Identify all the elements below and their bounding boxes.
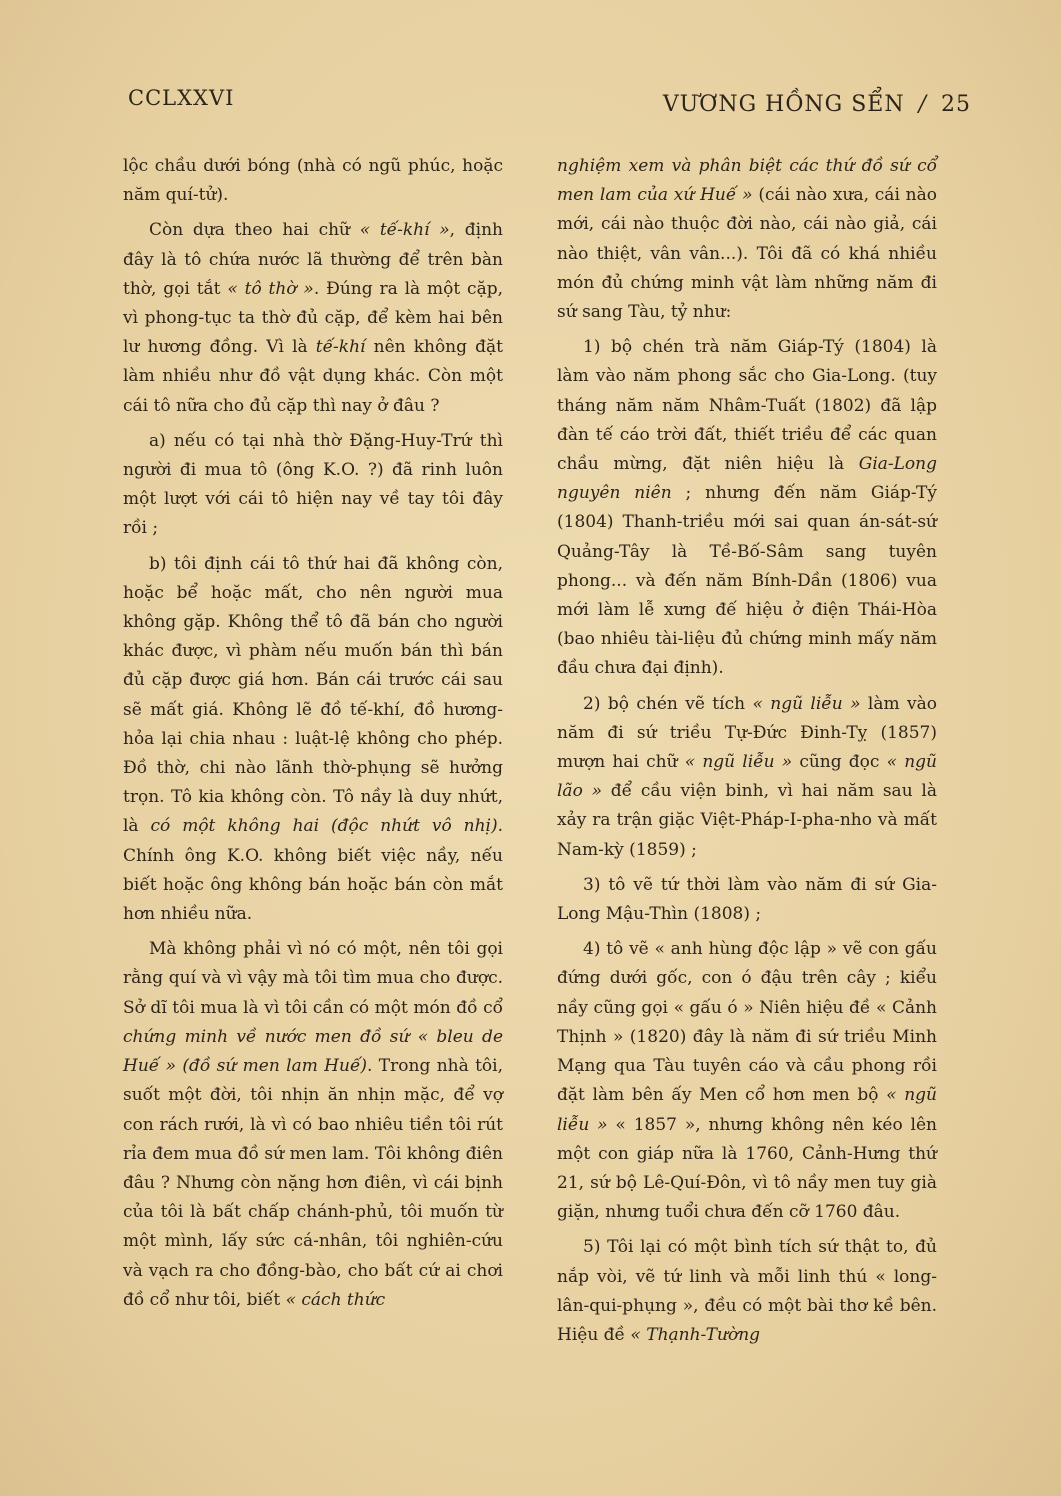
- paragraph: 3) tô vẽ tứ thời làm vào năm đi sứ Gia-Long Mậu-Thìn (1808) ;: [557, 874, 937, 925]
- paragraph: 1) bộ chén trà năm Giáp-Tý (1804) là làm vào năm phong sắc cho Gia-Long. (tuy tháng năm năm Nhâm-Tuất (1802) đã lập đàn tế cáo trời đất, thiết triều để các quan chầu mừng, đặt niên hiệu là Gia-Long nguyên niên ; nhưng đến năm Giáp-Tý (1804) Thanh-triều mới sai quan án-sát-sứ Quảng-Tây là Tề-Bố-Sâm sang tuyên phong... và đến năm Bính-Dần (1806) vua mới làm lễ xưng đế hiệu ở điện Thái-Hòa (bao nhiêu tài-liệu đủ chứng minh mấy năm đầu chưa đại định).: [557, 337, 937, 679]
- paragraph: 4) tô vẽ « anh hùng độc lập » vẽ con gấu đứng dưới gốc, con ó đậu trên cây ; kiểu nầy cũng gọi « gấu ó » Niên hiệu đề « Cảnh Thịnh » (1820) đây là năm đi sứ triều Minh Mạng qua Tàu tuyên cáo và cầu phong rồi đặt làm bên ấy Men cổ hơn men bộ « ngũ liễu » « 1857 », nhưng không nên kéo lên một con giáp nữa là 1760, Cảnh-Hưng thứ 21, sứ bộ Lê-Quí-Đôn, vì tô nầy men tuy già giặn, nhưng tuổi chưa đến cỡ 1760 đâu.: [557, 939, 937, 1223]
- header-separator: /: [918, 92, 927, 117]
- paragraph: Mà không phải vì nó có một, nên tôi gọi rằng quí và vì vậy mà tôi tìm mua cho được. Sở dĩ tôi mua là vì tôi cần có một món đồ cổ chứng minh về nước men đồ sứ « bleu de Huế » (đồ sứ men lam Huế). Trong nhà tôi, suốt một đời, tôi nhịn ăn nhịn mặc, để vợ con rách rưới, là vì có bao nhiêu tiền tôi rút rỉa đem mua đồ sứ men lam. Tôi không điên đâu ? Nhưng còn nặng hơn điên, vì cái bịnh của tôi là bất chấp chánh-phủ, tôi muốn từ một mình, lấy sức cá-nhân, tôi nghiên-cứu và vạch ra cho đồng-bào, cho bất cứ ai chơi đồ cổ như tôi, biết « cách thức: [123, 939, 503, 1310]
- paragraph: 2) bộ chén vẽ tích « ngũ liễu » làm vào năm đi sứ triều Tự-Đức Đinh-Tỵ (1857) mượn hai chữ « ngũ liễu » cũng đọc « ngũ lão » để cầu viện binh, vì hai năm sau là xảy ra trận giặc Việt-Pháp-I-pha-nho và mất Nam-kỳ (1859) ;: [557, 693, 937, 860]
- left-column: [123, 152, 503, 1321]
- page-number: 25: [941, 92, 971, 117]
- author-name: VƯƠNG HỒNG SỂN: [662, 92, 905, 117]
- running-head-right: [663, 92, 971, 117]
- running-head-left: CCLXXVI: [128, 86, 235, 110]
- paragraph: 5) Tôi lại có một bình tích sứ thật to, đủ nắp vòi, vẽ tứ linh và mỗi linh thú « long-lân-qui-phụng », đều có một bài thơ kề bên. Hiệu đề « Thạnh-Tường: [557, 1237, 937, 1345]
- paragraph: nghiệm xem và phân biệt các thứ đồ sứ cổ men lam của xứ Huế » (cái nào xưa, cái nào mới, cái nào thuộc đời nào, cái nào giả, cái nào thiệt, vân vân...). Tôi đã có khá nhiều món đủ chứng minh vật làm những năm đi sứ sang Tàu, tỷ như:: [557, 156, 937, 323]
- paragraph: Còn dựa theo hai chữ « tế-khí », định đây là tô chứa nước lã thường để trên bàn thờ, gọi tắt « tô thờ ». Đúng ra là một cặp, vì phong-tục ta thờ đủ cặp, để kèm hai bên lư hương đồng. Vì là tế-khí nên không đặt làm nhiều như đồ vật dụng khác. Còn một cái tô nữa cho đủ cặp thì nay ở đâu ?: [123, 220, 503, 416]
- paragraph: b) tôi định cái tô thứ hai đã không còn, hoặc bể hoặc mất, cho nên người mua không gặp. Không thể tô đã bán cho người khác được, vì phàm nếu muốn bán thì bán đủ cặp được giá hơn. Bán cái trước cái sau sẽ mất giá. Không lẽ đồ tế-khí, đồ hương-hỏa lại chia nhau : luật-lệ không cho phép. Đồ thờ, chi nào lãnh thờ-phụng sẽ hưởng trọn. Tô kia không còn. Tô nầy là duy nhứt, là có một không hai (độc nhứt vô nhị). Chính ông K.O. không biết việc nầy, nếu biết hoặc ông không bán hoặc bán còn mắt hơn nhiều nữa.: [123, 553, 503, 925]
- right-column: [557, 152, 937, 1356]
- paragraph: lộc chầu dưới bóng (nhà có ngũ phúc, hoặc năm quí-tử).: [123, 156, 503, 206]
- paragraph: a) nếu có tại nhà thờ Đặng-Huy-Trứ thì người đi mua tô (ông K.O. ?) đã rinh luôn một lượt với cái tô hiện nay về tay tôi đây rồi ;: [123, 430, 503, 539]
